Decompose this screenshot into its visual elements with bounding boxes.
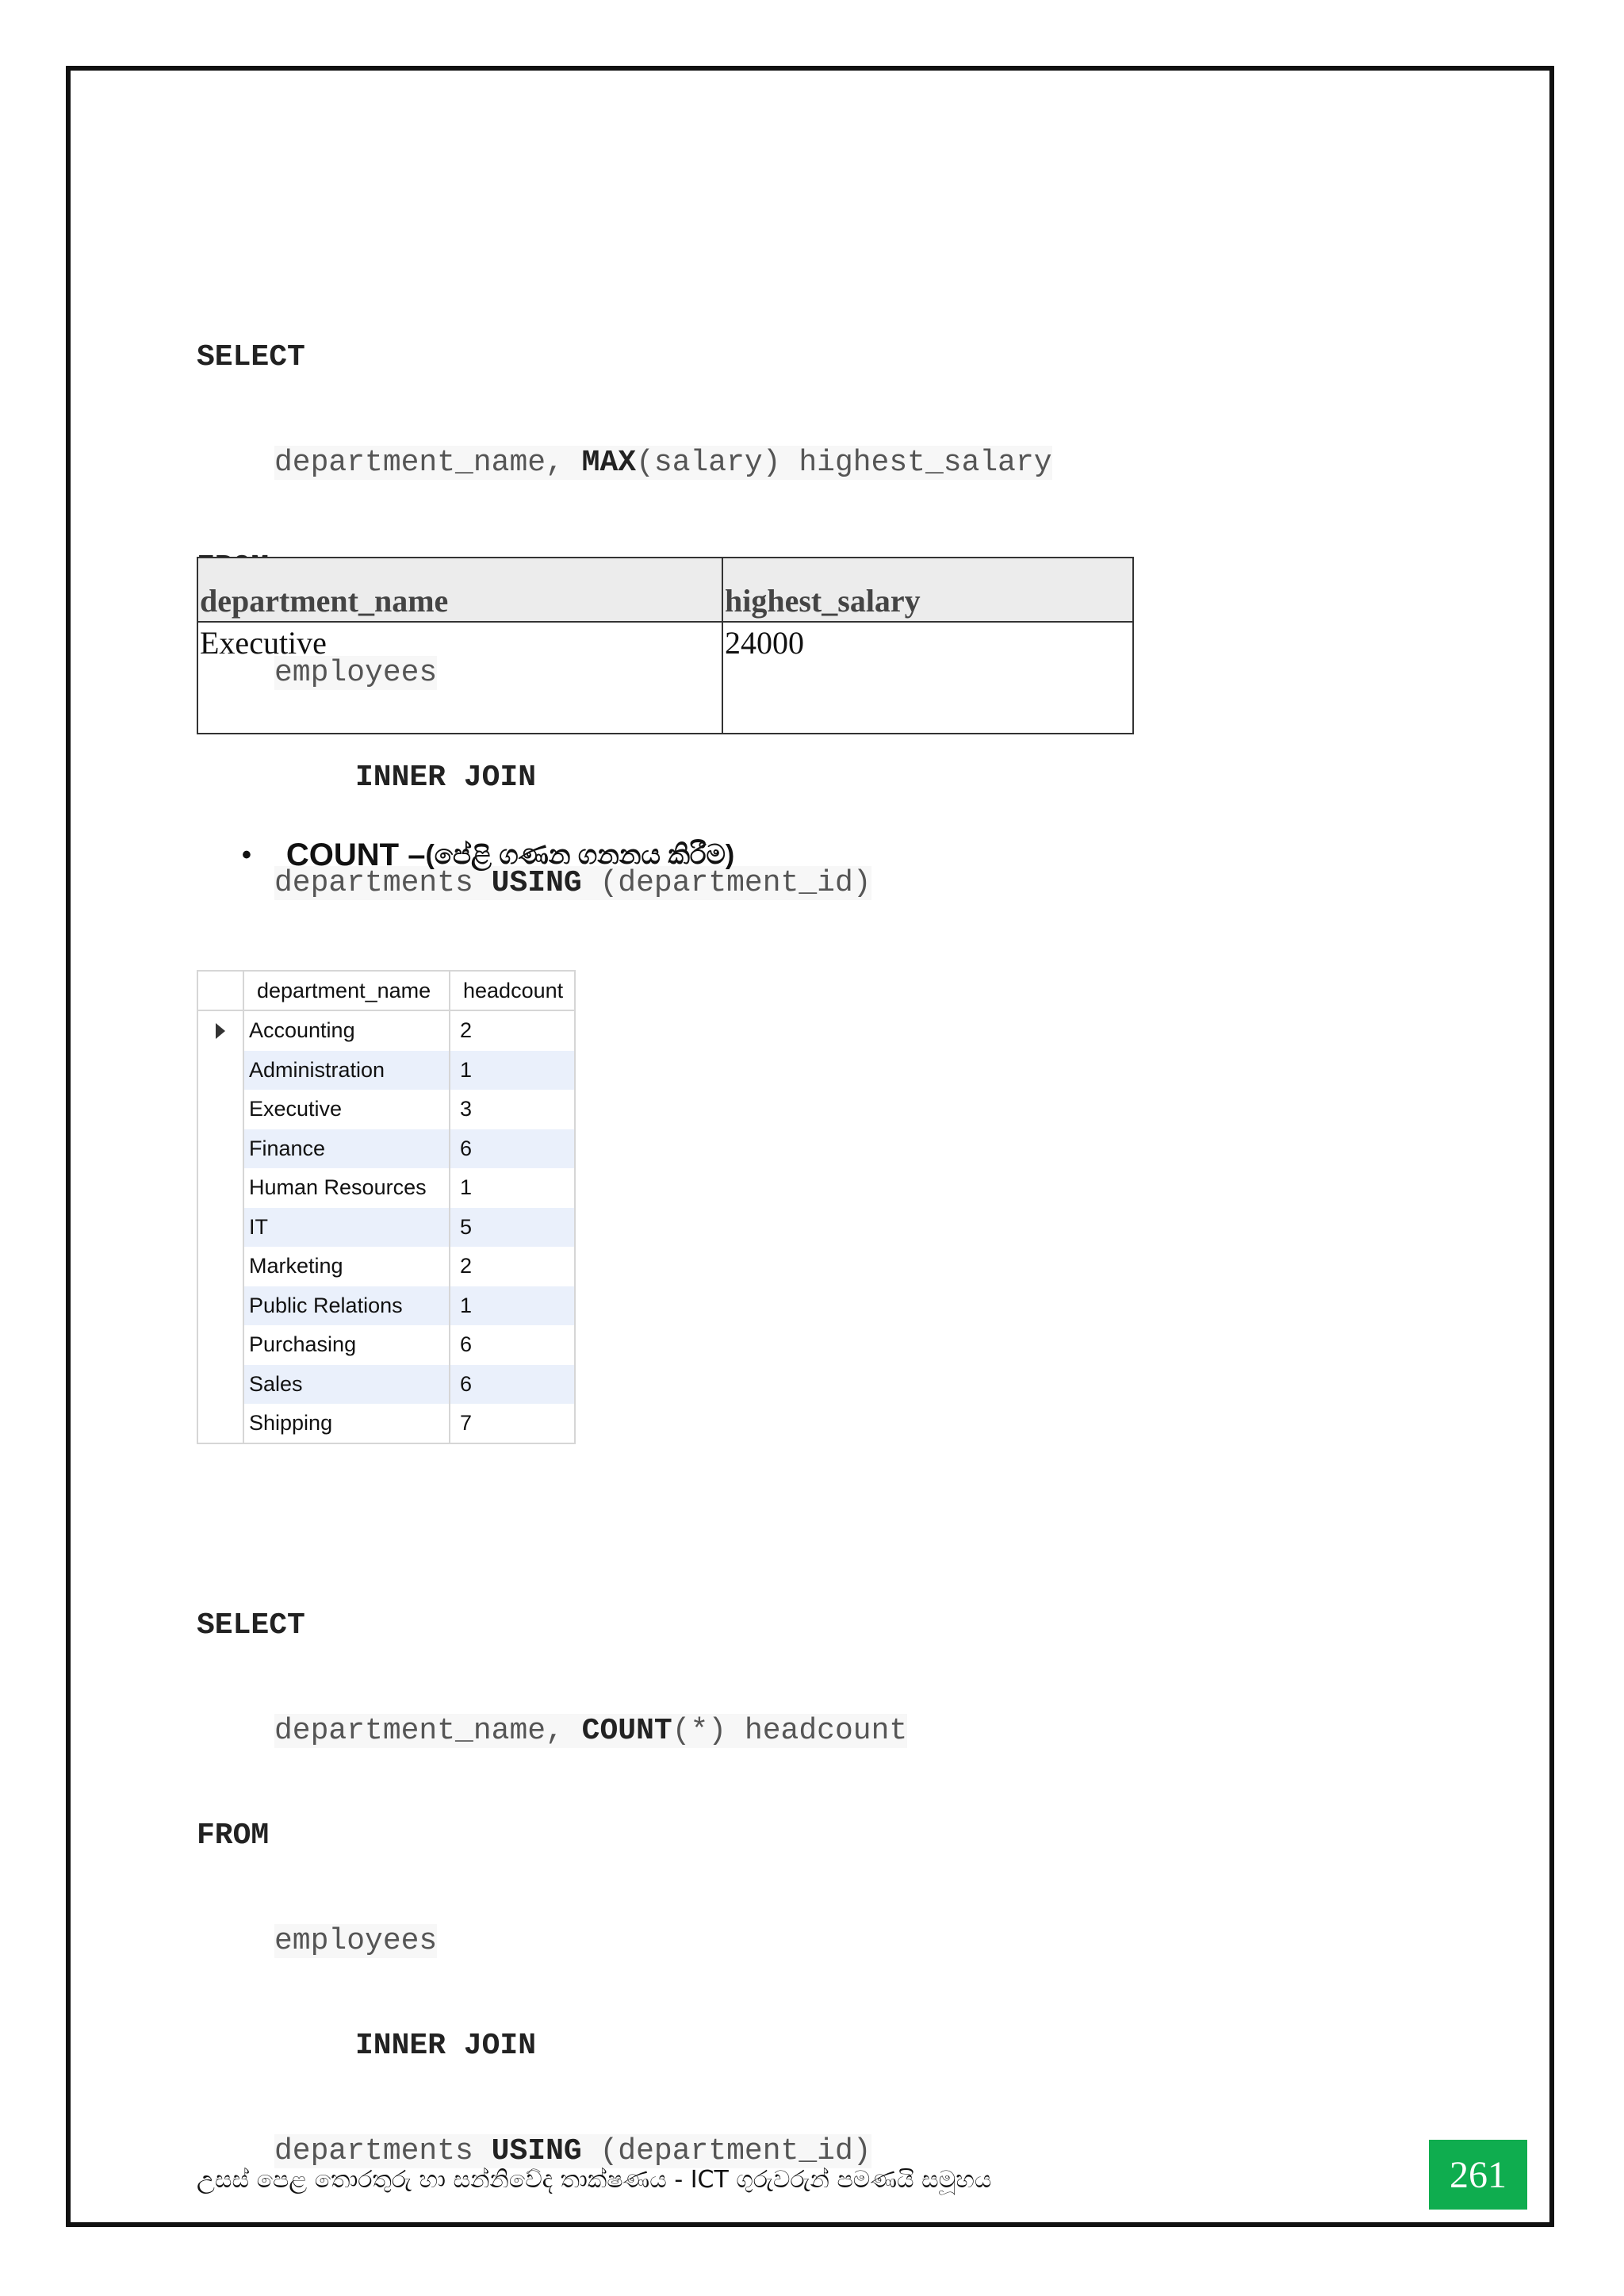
grid-cell-headcount: 6 <box>460 1332 473 1357</box>
row-selector <box>198 1404 244 1443</box>
bullet-icon: • <box>242 839 251 870</box>
grid-cell-headcount: 6 <box>450 1129 574 1169</box>
headcount-result-grid <box>197 970 576 1444</box>
result-table <box>197 557 1134 734</box>
grid-header-headcount: headcount <box>463 978 564 1002</box>
grid-cell-headcount: 3 <box>460 1097 473 1121</box>
sql-using-col: (department_id) <box>599 865 871 900</box>
row-selector <box>198 1325 244 1365</box>
grid-cell-headcount: 5 <box>450 1208 574 1248</box>
sql-keyword-join: INNER JOIN <box>355 761 537 795</box>
sql-column: department_name, <box>274 1713 564 1748</box>
row-selector-header <box>198 972 244 1010</box>
result-cell-salary: 24000 <box>722 622 1133 734</box>
row-selector <box>198 1051 244 1091</box>
grid-cell-headcount: 1 <box>460 1175 473 1200</box>
table-row <box>198 1247 574 1286</box>
sql-code-block-count <box>197 1539 907 2204</box>
sql-table: employees <box>274 655 438 690</box>
sql-keyword-from: FROM <box>197 1819 270 1853</box>
grid-cell-department: Human Resources <box>244 1168 450 1208</box>
sql-keyword-using: USING <box>491 865 582 900</box>
grid-cell-department: Public Relations <box>244 1286 450 1326</box>
result-table-header <box>197 558 1133 622</box>
page-footer: උසස් පෙළ තොරතුරු හා සන්නිවේද තාක්ෂණය - ICT ගුරුවරුන් පමණයි සමූහය <box>197 2165 992 2194</box>
table-row <box>198 1286 574 1326</box>
grid-cell-department: Sales <box>244 1365 450 1405</box>
result-header-salary: highest_salary <box>722 558 1133 622</box>
table-row <box>198 1404 574 1443</box>
table-row <box>197 622 1133 734</box>
code-line-join <box>197 760 1052 797</box>
result-cell-department: Executive <box>197 622 722 734</box>
grid-cell-headcount: 2 <box>460 1254 473 1278</box>
row-selector <box>198 1168 244 1208</box>
count-heading-title: COUNT – <box>285 837 426 872</box>
grid-cell-headcount: 7 <box>460 1411 473 1435</box>
code-line-columns <box>197 445 1052 482</box>
grid-cell-headcount: 6 <box>450 1365 574 1405</box>
grid-header-department: department_name <box>244 972 450 1010</box>
sql-join-table: departments <box>274 865 473 900</box>
grid-cell-headcount: 2 <box>460 1018 473 1043</box>
row-selector <box>198 1129 244 1169</box>
grid-cell-department: Shipping <box>244 1404 450 1443</box>
table-row <box>198 1365 574 1405</box>
row-selector <box>198 1247 244 1286</box>
sql-keyword-join: INNER JOIN <box>355 2029 537 2063</box>
code-line-select <box>197 1608 907 1645</box>
code-line-select <box>197 339 1052 377</box>
code-line-from <box>197 1818 907 1855</box>
current-row-arrow-icon <box>216 1023 225 1039</box>
grid-cell-department: Purchasing <box>244 1325 450 1365</box>
table-row <box>198 1051 574 1091</box>
result-header-department: department_name <box>197 558 722 622</box>
count-heading-subtitle: (පේළි ගණන ගනනය කිරීම) <box>425 839 735 870</box>
sql-function-max: MAX <box>581 445 637 480</box>
grid-header <box>198 972 574 1011</box>
grid-cell-department: IT <box>244 1208 450 1248</box>
table-row <box>198 1168 574 1208</box>
row-selector <box>198 1208 244 1248</box>
grid-cell-department: Administration <box>244 1051 450 1091</box>
grid-cell-department: Executive <box>244 1090 450 1129</box>
sql-function-count: COUNT <box>581 1713 672 1748</box>
grid-cell-department: Marketing <box>244 1247 450 1286</box>
grid-cell-headcount: 1 <box>450 1051 574 1091</box>
table-row <box>198 1090 574 1129</box>
sql-table: employees <box>274 1923 438 1958</box>
table-row <box>198 1129 574 1169</box>
sql-keyword-select: SELECT <box>197 1608 305 1642</box>
sql-keyword-using: USING <box>491 2133 582 2168</box>
row-selector <box>198 1286 244 1326</box>
page-number-badge: 261 <box>1429 2140 1527 2210</box>
code-line-join <box>197 2028 907 2065</box>
code-line-table <box>197 1923 907 1961</box>
sql-alias: highest_salary <box>799 445 1052 480</box>
row-selector <box>198 1090 244 1129</box>
code-line-columns <box>197 1713 907 1750</box>
grid-cell-department: Accounting <box>244 1011 450 1051</box>
grid-cell-headcount: 1 <box>450 1286 574 1326</box>
sql-function-arg: (salary) <box>636 445 781 480</box>
sql-function-arg: (*) <box>672 1713 727 1748</box>
table-row <box>198 1208 574 1248</box>
sql-join-table: departments <box>274 2133 473 2168</box>
sql-using-col: (department_id) <box>599 2133 871 2168</box>
row-selector <box>198 1011 244 1051</box>
sql-keyword-select: SELECT <box>197 340 305 374</box>
sql-alias: headcount <box>744 1713 908 1748</box>
grid-cell-department: Finance <box>244 1129 450 1169</box>
table-row <box>198 1011 574 1051</box>
sql-column: department_name, <box>274 445 564 480</box>
count-heading <box>242 831 734 879</box>
table-row <box>198 1325 574 1365</box>
row-selector <box>198 1365 244 1405</box>
